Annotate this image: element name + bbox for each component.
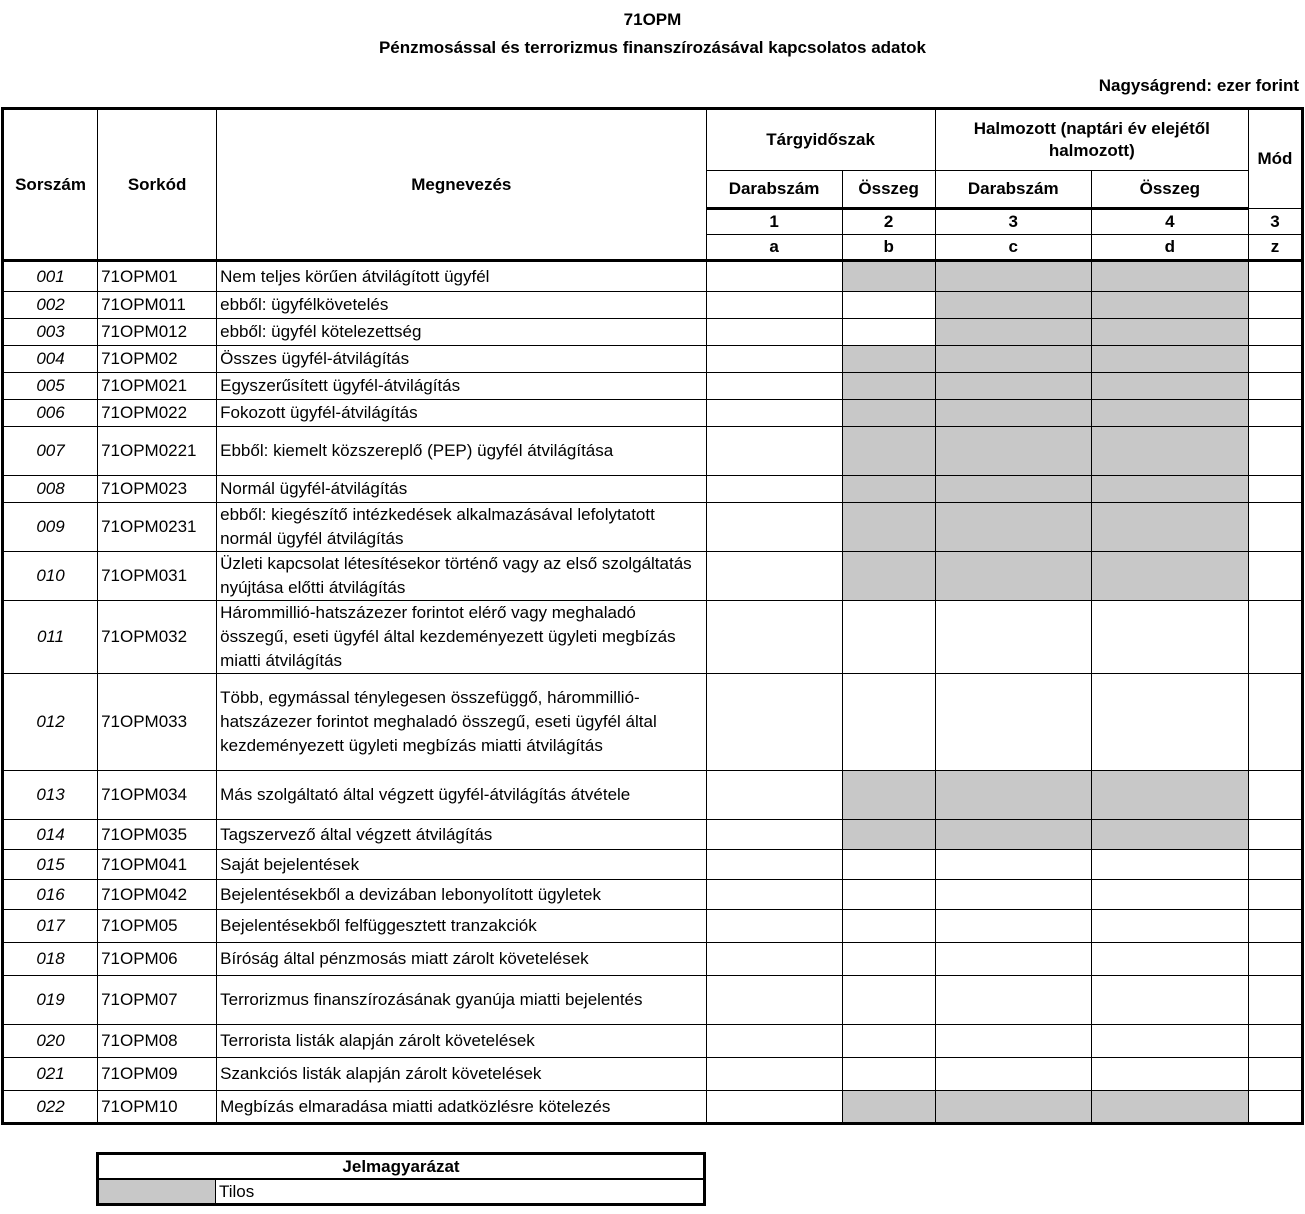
col-letter: a xyxy=(706,235,842,261)
row-number: 015 xyxy=(3,850,98,880)
table-row xyxy=(3,976,1303,1025)
row-code: 71OPM042 xyxy=(98,880,217,910)
table-row xyxy=(3,346,1303,373)
row-name: Üzleti kapcsolat létesítésekor történő vagy az első szolgáltatás nyújtása előtti átvilágítás xyxy=(217,552,706,601)
row-number: 008 xyxy=(3,476,98,503)
row-name: Terrorista listák alapján zárolt követelések xyxy=(217,1025,706,1058)
table-row xyxy=(3,261,1303,292)
table-row xyxy=(3,601,1303,674)
row-code: 71OPM02 xyxy=(98,346,217,373)
cell-osszeg-targy xyxy=(842,261,935,292)
table-row xyxy=(3,400,1303,427)
cell-mod[interactable] xyxy=(1248,820,1302,850)
row-code: 71OPM07 xyxy=(98,976,217,1025)
row-name: Több, egymással ténylegesen összefüggő, hárommillió-hatszázezer forintot meghaladó összegű, eseti ügyfél által kezdeményezett ügyleti megbízás miatti átvilágítás xyxy=(217,674,706,771)
col-header-mod: Mód xyxy=(1248,109,1302,209)
cell-darabszam-targy[interactable] xyxy=(706,880,842,910)
cell-darabszam-targy[interactable] xyxy=(706,261,842,292)
cell-darabszam-targy[interactable] xyxy=(706,1091,842,1124)
row-number: 020 xyxy=(3,1025,98,1058)
col-letter: z xyxy=(1248,235,1302,261)
cell-darabszam-targy[interactable] xyxy=(706,910,842,943)
table-row xyxy=(3,1058,1303,1091)
row-code: 71OPM0231 xyxy=(98,503,217,552)
form-title: Pénzmosással és terrorizmus finanszírozásával kapcsolatos adatok xyxy=(378,38,927,57)
row-number: 019 xyxy=(3,976,98,1025)
cell-mod[interactable] xyxy=(1248,261,1302,292)
cell-darabszam-halm[interactable] xyxy=(935,943,1091,976)
table-row xyxy=(3,427,1303,476)
table-row xyxy=(3,943,1303,976)
cell-darabszam-halm[interactable] xyxy=(935,1025,1091,1058)
row-number: 013 xyxy=(3,771,98,820)
row-name: Saját bejelentések xyxy=(217,850,706,880)
row-code: 71OPM033 xyxy=(98,674,217,771)
cell-darabszam-targy[interactable] xyxy=(706,976,842,1025)
col-header-megnevezes: Megnevezés xyxy=(217,109,706,261)
row-name: Fokozott ügyfél-átvilágítás xyxy=(217,400,706,427)
cell-osszeg-targy xyxy=(842,427,935,476)
row-number: 005 xyxy=(3,373,98,400)
row-code: 71OPM06 xyxy=(98,943,217,976)
col-header-osszeg-1: Összeg xyxy=(842,171,935,209)
table-row xyxy=(3,373,1303,400)
cell-darabszam-halm xyxy=(935,552,1091,601)
cell-osszeg-targy[interactable] xyxy=(842,601,935,674)
cell-osszeg-targy xyxy=(842,476,935,503)
cell-osszeg-halm[interactable] xyxy=(1091,1058,1248,1091)
cell-darabszam-targy[interactable] xyxy=(706,292,842,319)
row-code: 71OPM05 xyxy=(98,910,217,943)
col-letter: d xyxy=(1091,235,1248,261)
row-number: 018 xyxy=(3,943,98,976)
cell-darabszam-targy[interactable] xyxy=(706,850,842,880)
table-row xyxy=(3,503,1303,552)
col-number: 4 xyxy=(1091,209,1248,235)
row-name: Hárommillió-hatszázezer forintot elérő vagy meghaladó összegű, eseti ügyfél által kezdeményezett ügyleti megbízás miatti átvilágítás xyxy=(217,601,706,674)
row-name: Bíróság által pénzmosás miatt zárolt követelések xyxy=(217,943,706,976)
table-row xyxy=(3,910,1303,943)
cell-darabszam-halm[interactable] xyxy=(935,880,1091,910)
row-name: Bejelentésekből a devizában lebonyolított ügyletek xyxy=(217,880,706,910)
cell-darabszam-halm[interactable] xyxy=(935,910,1091,943)
col-header-targyidoszak: Tárgyidőszak xyxy=(706,109,935,171)
cell-darabszam-halm[interactable] xyxy=(935,850,1091,880)
row-number: 010 xyxy=(3,552,98,601)
cell-osszeg-halm[interactable] xyxy=(1091,976,1248,1025)
cell-darabszam-halm xyxy=(935,373,1091,400)
col-number: 2 xyxy=(842,209,935,235)
cell-osszeg-targy[interactable] xyxy=(842,880,935,910)
cell-osszeg-halm[interactable] xyxy=(1091,910,1248,943)
table-row xyxy=(3,674,1303,771)
form-code: 71OPM xyxy=(623,10,682,29)
row-code: 71OPM021 xyxy=(98,373,217,400)
cell-osszeg-targy xyxy=(842,552,935,601)
row-name: Ebből: kiemelt közszereplő (PEP) ügyfél átvilágítása xyxy=(217,427,706,476)
cell-darabszam-targy[interactable] xyxy=(706,373,842,400)
cell-mod[interactable] xyxy=(1248,292,1302,319)
table-row xyxy=(3,319,1303,346)
cell-darabszam-halm xyxy=(935,476,1091,503)
row-code: 71OPM035 xyxy=(98,820,217,850)
legend-title: Jelmagyarázat xyxy=(98,1154,705,1180)
cell-darabszam-targy[interactable] xyxy=(706,427,842,476)
cell-osszeg-halm xyxy=(1091,552,1248,601)
row-name: ebből: ügyfél kötelezettség xyxy=(217,319,706,346)
cell-darabszam-halm xyxy=(935,400,1091,427)
cell-mod[interactable] xyxy=(1248,771,1302,820)
row-number: 007 xyxy=(3,427,98,476)
legend-table xyxy=(96,1152,706,1206)
cell-darabszam-halm[interactable] xyxy=(935,976,1091,1025)
col-header-darabszam-2: Darabszám xyxy=(935,171,1091,209)
cell-mod[interactable] xyxy=(1248,976,1302,1025)
cell-mod[interactable] xyxy=(1248,552,1302,601)
cell-mod[interactable] xyxy=(1248,601,1302,674)
row-code: 71OPM0221 xyxy=(98,427,217,476)
cell-darabszam-targy[interactable] xyxy=(706,476,842,503)
cell-osszeg-targy[interactable] xyxy=(842,319,935,346)
cell-osszeg-halm xyxy=(1091,373,1248,400)
cell-osszeg-targy[interactable] xyxy=(842,292,935,319)
cell-osszeg-halm xyxy=(1091,261,1248,292)
row-code: 71OPM011 xyxy=(98,292,217,319)
cell-osszeg-halm[interactable] xyxy=(1091,850,1248,880)
cell-darabszam-targy[interactable] xyxy=(706,503,842,552)
col-header-halmozott: Halmozott (naptári év elejétől halmozott) xyxy=(935,109,1248,171)
table-row xyxy=(3,552,1303,601)
cell-darabszam-targy[interactable] xyxy=(706,319,842,346)
cell-osszeg-halm[interactable] xyxy=(1091,1025,1248,1058)
row-number: 001 xyxy=(3,261,98,292)
cell-osszeg-halm xyxy=(1091,820,1248,850)
cell-osszeg-targy xyxy=(842,1091,935,1124)
row-code: 71OPM023 xyxy=(98,476,217,503)
row-number: 009 xyxy=(3,503,98,552)
row-code: 71OPM031 xyxy=(98,552,217,601)
cell-mod[interactable] xyxy=(1248,346,1302,373)
table-row xyxy=(3,476,1303,503)
cell-osszeg-halm[interactable] xyxy=(1091,674,1248,771)
cell-darabszam-targy[interactable] xyxy=(706,552,842,601)
cell-darabszam-targy[interactable] xyxy=(706,943,842,976)
cell-osszeg-halm xyxy=(1091,346,1248,373)
row-name: Egyszerűsített ügyfél-átvilágítás xyxy=(217,373,706,400)
cell-osszeg-targy xyxy=(842,503,935,552)
table-row xyxy=(3,820,1303,850)
row-code: 71OPM10 xyxy=(98,1091,217,1124)
row-code: 71OPM041 xyxy=(98,850,217,880)
cell-osszeg-halm xyxy=(1091,427,1248,476)
cell-mod[interactable] xyxy=(1248,373,1302,400)
row-name: ebből: ügyfélkövetelés xyxy=(217,292,706,319)
cell-mod[interactable] xyxy=(1248,1025,1302,1058)
cell-darabszam-halm xyxy=(935,503,1091,552)
col-letter: c xyxy=(935,235,1091,261)
cell-darabszam-targy[interactable] xyxy=(706,346,842,373)
cell-darabszam-targy[interactable] xyxy=(706,820,842,850)
cell-darabszam-targy[interactable] xyxy=(706,601,842,674)
cell-darabszam-halm xyxy=(935,1091,1091,1124)
cell-osszeg-targy xyxy=(842,346,935,373)
cell-osszeg-targy[interactable] xyxy=(842,1058,935,1091)
row-name: Normál ügyfél-átvilágítás xyxy=(217,476,706,503)
cell-darabszam-targy[interactable] xyxy=(706,1058,842,1091)
row-number: 021 xyxy=(3,1058,98,1091)
cell-mod[interactable] xyxy=(1248,503,1302,552)
cell-mod[interactable] xyxy=(1248,910,1302,943)
col-number: 1 xyxy=(706,209,842,235)
row-number: 017 xyxy=(3,910,98,943)
cell-osszeg-halm xyxy=(1091,503,1248,552)
cell-darabszam-targy[interactable] xyxy=(706,771,842,820)
cell-osszeg-halm xyxy=(1091,771,1248,820)
row-name: Tagszervező által végzett átvilágítás xyxy=(217,820,706,850)
col-number: 3 xyxy=(1248,209,1302,235)
cell-mod[interactable] xyxy=(1248,319,1302,346)
cell-osszeg-halm xyxy=(1091,476,1248,503)
row-code: 71OPM08 xyxy=(98,1025,217,1058)
cell-osszeg-targy[interactable] xyxy=(842,976,935,1025)
row-name: Szankciós listák alapján zárolt követelések xyxy=(217,1058,706,1091)
cell-osszeg-halm[interactable] xyxy=(1091,943,1248,976)
cell-darabszam-halm xyxy=(935,292,1091,319)
row-number: 012 xyxy=(3,674,98,771)
cell-osszeg-targy[interactable] xyxy=(842,850,935,880)
cell-osszeg-halm xyxy=(1091,400,1248,427)
cell-darabszam-targy[interactable] xyxy=(706,674,842,771)
col-header-sorkod: Sorkód xyxy=(98,109,217,261)
row-code: 71OPM01 xyxy=(98,261,217,292)
cell-mod[interactable] xyxy=(1248,850,1302,880)
cell-mod[interactable] xyxy=(1248,427,1302,476)
legend-label-tilos: Tilos xyxy=(216,1179,705,1205)
cell-darabszam-halm[interactable] xyxy=(935,601,1091,674)
row-name: Összes ügyfél-átvilágítás xyxy=(217,346,706,373)
cell-darabszam-halm[interactable] xyxy=(935,674,1091,771)
row-code: 71OPM09 xyxy=(98,1058,217,1091)
row-name: Bejelentésekből felfüggesztett tranzakciók xyxy=(217,910,706,943)
cell-osszeg-targy xyxy=(842,820,935,850)
row-number: 011 xyxy=(3,601,98,674)
row-code: 71OPM012 xyxy=(98,319,217,346)
row-number: 022 xyxy=(3,1091,98,1124)
cell-darabszam-halm[interactable] xyxy=(935,1058,1091,1091)
cell-darabszam-halm xyxy=(935,319,1091,346)
cell-mod[interactable] xyxy=(1248,674,1302,771)
row-name: ebből: kiegészítő intézkedések alkalmazásával lefolytatott normál ügyfél átvilágítás xyxy=(217,503,706,552)
cell-osszeg-targy xyxy=(842,373,935,400)
row-name: Megbízás elmaradása miatti adatközlésre kötelezés xyxy=(217,1091,706,1124)
row-number: 003 xyxy=(3,319,98,346)
cell-osszeg-targy[interactable] xyxy=(842,1025,935,1058)
row-number: 016 xyxy=(3,880,98,910)
cell-mod[interactable] xyxy=(1248,880,1302,910)
cell-osszeg-halm[interactable] xyxy=(1091,880,1248,910)
cell-mod[interactable] xyxy=(1248,1058,1302,1091)
cell-mod[interactable] xyxy=(1248,943,1302,976)
row-number: 002 xyxy=(3,292,98,319)
unit-label: Nagyságrend: ezer forint xyxy=(1098,76,1299,95)
data-table xyxy=(1,107,1304,1125)
cell-osszeg-halm xyxy=(1091,292,1248,319)
cell-darabszam-halm xyxy=(935,820,1091,850)
cell-osszeg-targy[interactable] xyxy=(842,674,935,771)
table-row xyxy=(3,292,1303,319)
col-letter: b xyxy=(842,235,935,261)
col-number: 3 xyxy=(935,209,1091,235)
row-code: 71OPM032 xyxy=(98,601,217,674)
cell-darabszam-halm xyxy=(935,346,1091,373)
cell-osszeg-halm xyxy=(1091,1091,1248,1124)
row-name: Nem teljes körűen átvilágított ügyfél xyxy=(217,261,706,292)
cell-darabszam-targy[interactable] xyxy=(706,1025,842,1058)
row-number: 006 xyxy=(3,400,98,427)
table-row xyxy=(3,850,1303,880)
row-code: 71OPM034 xyxy=(98,771,217,820)
col-header-sorszam: Sorszám xyxy=(3,109,98,261)
cell-osszeg-targy[interactable] xyxy=(842,943,935,976)
row-number: 014 xyxy=(3,820,98,850)
table-row xyxy=(3,1025,1303,1058)
cell-osszeg-targy[interactable] xyxy=(842,910,935,943)
cell-mod[interactable] xyxy=(1248,400,1302,427)
row-code: 71OPM022 xyxy=(98,400,217,427)
cell-darabszam-halm xyxy=(935,261,1091,292)
cell-mod[interactable] xyxy=(1248,1091,1302,1124)
col-header-osszeg-2: Összeg xyxy=(1091,171,1248,209)
cell-osszeg-halm xyxy=(1091,319,1248,346)
cell-osszeg-targy xyxy=(842,771,935,820)
legend-swatch-tilos xyxy=(98,1179,216,1205)
cell-darabszam-targy[interactable] xyxy=(706,400,842,427)
row-name: Más szolgáltató által végzett ügyfél-átvilágítás átvétele xyxy=(217,771,706,820)
row-number: 004 xyxy=(3,346,98,373)
table-row xyxy=(3,771,1303,820)
row-name: Terrorizmus finanszírozásának gyanúja miatti bejelentés xyxy=(217,976,706,1025)
cell-osszeg-halm[interactable] xyxy=(1091,601,1248,674)
table-row xyxy=(3,880,1303,910)
cell-darabszam-halm xyxy=(935,427,1091,476)
table-row xyxy=(3,1091,1303,1124)
cell-osszeg-targy xyxy=(842,400,935,427)
cell-darabszam-halm xyxy=(935,771,1091,820)
col-header-darabszam-1: Darabszám xyxy=(706,171,842,209)
cell-mod[interactable] xyxy=(1248,476,1302,503)
